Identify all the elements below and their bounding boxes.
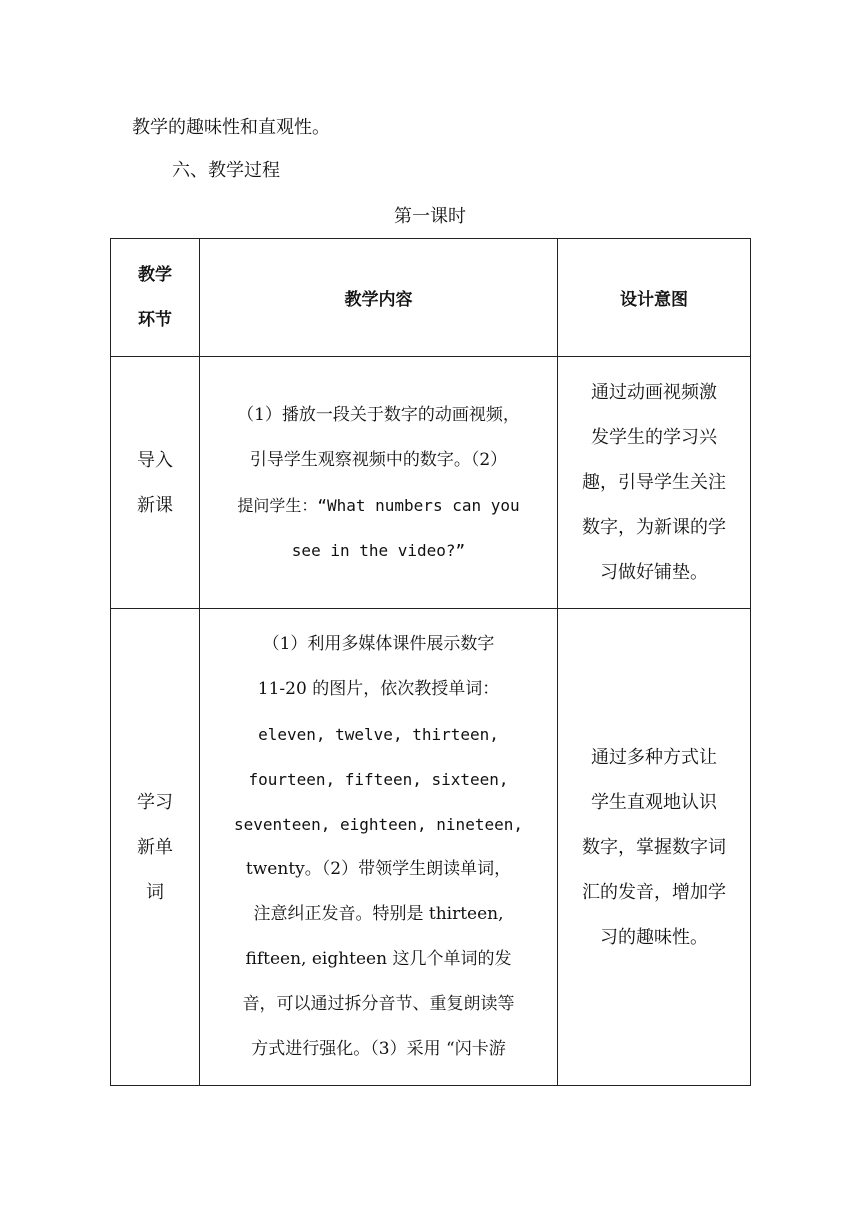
intent-line: 数字，为新课的学 bbox=[582, 517, 726, 538]
intent-line: 数字，掌握数字词 bbox=[582, 836, 726, 858]
intent-cell bbox=[558, 357, 751, 609]
table-row bbox=[111, 609, 751, 1086]
content-line: see in the video?” bbox=[291, 540, 466, 560]
content-cell bbox=[200, 357, 558, 609]
stage-line: 新单 bbox=[137, 836, 173, 858]
content-line: eleven, twelve, thirteen, bbox=[258, 725, 499, 744]
content-line: seventeen, eighteen, nineteen, bbox=[234, 815, 523, 834]
header-stage-line2: 环节 bbox=[138, 309, 172, 330]
content-line: 11-20 的图片，依次教授单词： bbox=[257, 679, 500, 699]
header-stage bbox=[111, 239, 200, 357]
header-intent: 设计意图 bbox=[558, 239, 751, 357]
content-cell bbox=[200, 609, 558, 1086]
intent-line: 通过多种方式让 bbox=[591, 746, 717, 768]
lesson-title: 第一课时 bbox=[394, 206, 466, 227]
stage-cell bbox=[111, 609, 200, 1086]
content-line: fourteen, fifteen, sixteen, bbox=[248, 770, 509, 789]
stage-line: 学习 bbox=[137, 791, 173, 813]
intro-line: 教学的趣味性和直观性。 bbox=[132, 117, 330, 138]
content-line: 提问学生：“What numbers can you bbox=[237, 495, 520, 515]
intent-line: 趣，引导学生关注 bbox=[582, 472, 726, 493]
intent-line: 通过动画视频激 bbox=[591, 382, 717, 403]
table-row bbox=[111, 357, 751, 609]
content-line: （1）利用多媒体课件展示数字 bbox=[262, 634, 495, 654]
header-content: 教学内容 bbox=[200, 239, 558, 357]
content-line: twenty。（2）带领学生朗读单词， bbox=[245, 859, 512, 879]
intent-line: 发学生的学习兴 bbox=[591, 427, 717, 448]
stage-line: 导入 bbox=[137, 449, 173, 471]
stage-cell bbox=[111, 357, 200, 609]
content-line: fifteen, eighteen 这几个单词的发 bbox=[245, 949, 512, 969]
content-line: 音，可以通过拆分音节、重复朗读等 bbox=[242, 994, 515, 1014]
content-line: （1）播放一段关于数字的动画视频， bbox=[237, 404, 520, 425]
intent-line: 习的趣味性。 bbox=[600, 926, 708, 948]
header-stage-line1: 教学 bbox=[138, 264, 172, 285]
stage-line: 词 bbox=[146, 881, 164, 903]
table-header-row bbox=[111, 239, 751, 357]
intent-cell bbox=[558, 609, 751, 1086]
intent-line: 学生直观地认识 bbox=[591, 791, 717, 813]
content-line: 注意纠正发音。特别是 thirteen, bbox=[253, 904, 504, 924]
content-line: 引导学生观察视频中的数字。（2） bbox=[249, 449, 508, 470]
intent-line: 汇的发音，增加学 bbox=[582, 881, 726, 903]
stage-line: 新课 bbox=[137, 494, 173, 516]
intent-line: 习做好铺垫。 bbox=[600, 562, 708, 583]
lesson-plan-table bbox=[110, 238, 751, 1086]
section-heading: 六、教学过程 bbox=[172, 160, 280, 181]
content-line: 方式进行强化。（3）采用 “闪卡游 bbox=[251, 1039, 506, 1059]
